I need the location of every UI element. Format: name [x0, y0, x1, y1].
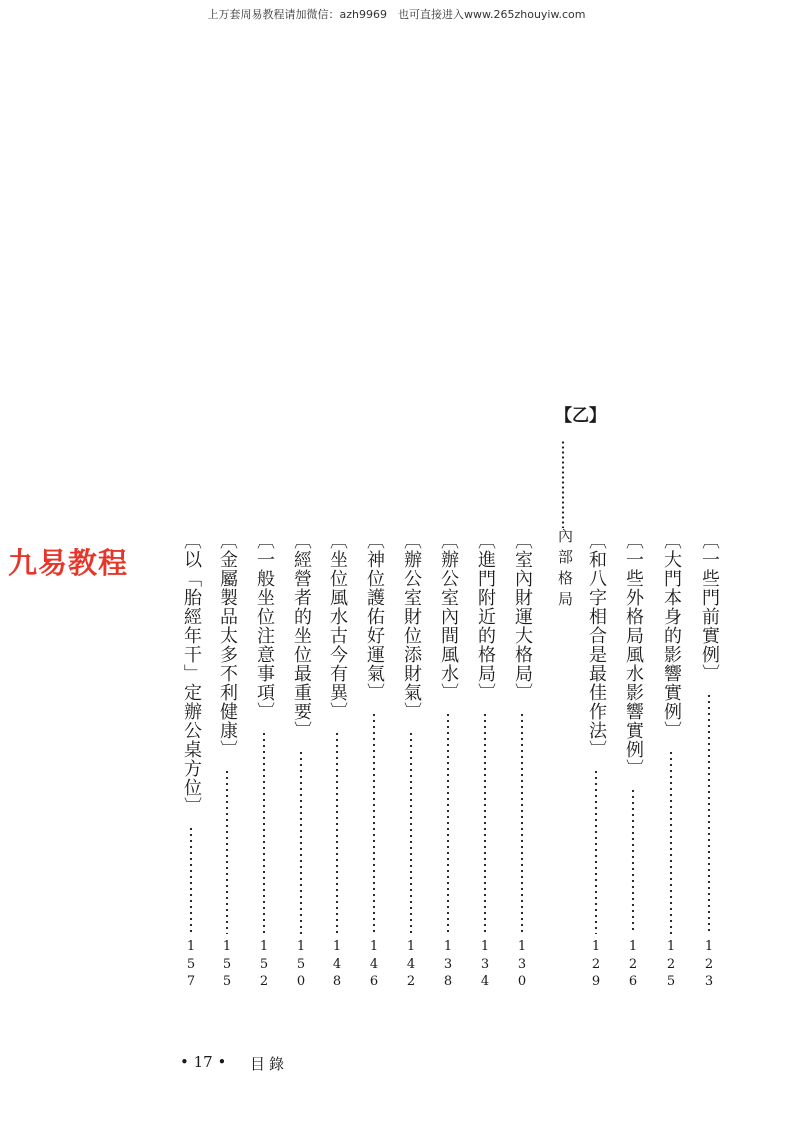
toc-entry-page: 1 4 8 — [332, 939, 342, 989]
toc-leader-dots — [262, 731, 266, 934]
toc-entry-title: 〔一些外格局風水影響實例〕 — [623, 531, 644, 778]
toc-entry-title: 〔大門本身的影響實例〕 — [661, 531, 682, 740]
toc-entry — [474, 531, 496, 991]
toc-leader-dots — [483, 712, 487, 934]
toc-leader-dots — [594, 769, 598, 934]
toc-leader-dots — [372, 712, 376, 934]
toc-entry-page: 1 2 3 — [704, 939, 714, 989]
section-leader-dots — [561, 440, 565, 528]
toc-entry-title: 〔金屬製品太多不利健康〕 — [217, 531, 238, 759]
toc-entry — [511, 531, 533, 991]
toc-entry — [622, 531, 644, 991]
toc-leader-dots — [335, 731, 339, 934]
toc-entry-page: 1 2 9 — [591, 939, 601, 989]
toc-entry-title: 〔和八字相合是最佳作法〕 — [586, 531, 607, 759]
toc-entry-title: 〔辦公室內間風水〕 — [438, 531, 459, 702]
watermark-banner: 上万套周易教程请加微信：azh9969 也可直接进入www.265zhouyiw.com — [207, 8, 586, 21]
toc-entry-page: 1 4 2 — [406, 939, 416, 989]
toc-leader-dots — [631, 788, 635, 934]
toc-entry-page: 1 5 7 — [186, 939, 196, 989]
section-marker: 【乙】 — [555, 406, 606, 426]
toc-entry — [216, 531, 238, 991]
toc-entry — [437, 531, 459, 991]
footer-title: 目錄 — [250, 1055, 289, 1073]
toc-leader-dots — [707, 693, 711, 934]
toc-leader-dots — [299, 750, 303, 934]
toc-entry-title: 〔一般坐位注意事項〕 — [254, 531, 275, 721]
toc-entry-page: 1 3 4 — [480, 939, 490, 989]
toc-entry — [253, 531, 275, 991]
watermark-logo: 九易教程 — [8, 546, 129, 580]
toc-entry — [585, 531, 607, 991]
toc-entry-page: 1 3 0 — [517, 939, 527, 989]
toc-entry — [698, 531, 720, 991]
toc-entry-page: 1 5 0 — [296, 939, 306, 989]
toc-leader-dots — [669, 750, 673, 934]
toc-entry-page: 1 2 5 — [666, 939, 676, 989]
toc-leader-dots — [446, 712, 450, 934]
toc-leader-dots — [409, 731, 413, 934]
toc-entry-page: 1 5 5 — [222, 939, 232, 989]
toc-entry-title: 〔一些門前實例〕 — [699, 531, 720, 683]
toc-entry — [363, 531, 385, 991]
toc-entry-title: 〔進門附近的格局〕 — [475, 531, 496, 702]
toc-entry-title: 〔經營者的坐位最重要〕 — [291, 531, 312, 740]
toc-entry-title: 〔以「胎經年干」定辦公桌方位〕 — [181, 531, 202, 816]
toc-entry — [180, 531, 202, 991]
toc-entry-title: 〔神位護佑好運氣〕 — [364, 531, 385, 702]
toc-entry-title: 〔坐位風水古今有異〕 — [327, 531, 348, 721]
toc-entry — [400, 531, 422, 991]
toc-leader-dots — [189, 826, 193, 934]
toc-entry-page: 1 2 6 — [628, 939, 638, 989]
toc-leader-dots — [520, 712, 524, 934]
toc-entry-title: 〔室內財運大格局〕 — [512, 531, 533, 702]
toc-entry — [660, 531, 682, 991]
toc-entry-page: 1 4 6 — [369, 939, 379, 989]
page-number: • 17 • — [180, 1053, 227, 1071]
toc-entry — [290, 531, 312, 991]
toc-entry-title: 〔辦公室財位添財氣〕 — [401, 531, 422, 721]
toc-entry-page: 1 5 2 — [259, 939, 269, 989]
toc-entry — [326, 531, 348, 991]
section-title: 內部格局 — [556, 528, 574, 612]
toc-leader-dots — [225, 769, 229, 934]
toc-entry-page: 1 3 8 — [443, 939, 453, 989]
